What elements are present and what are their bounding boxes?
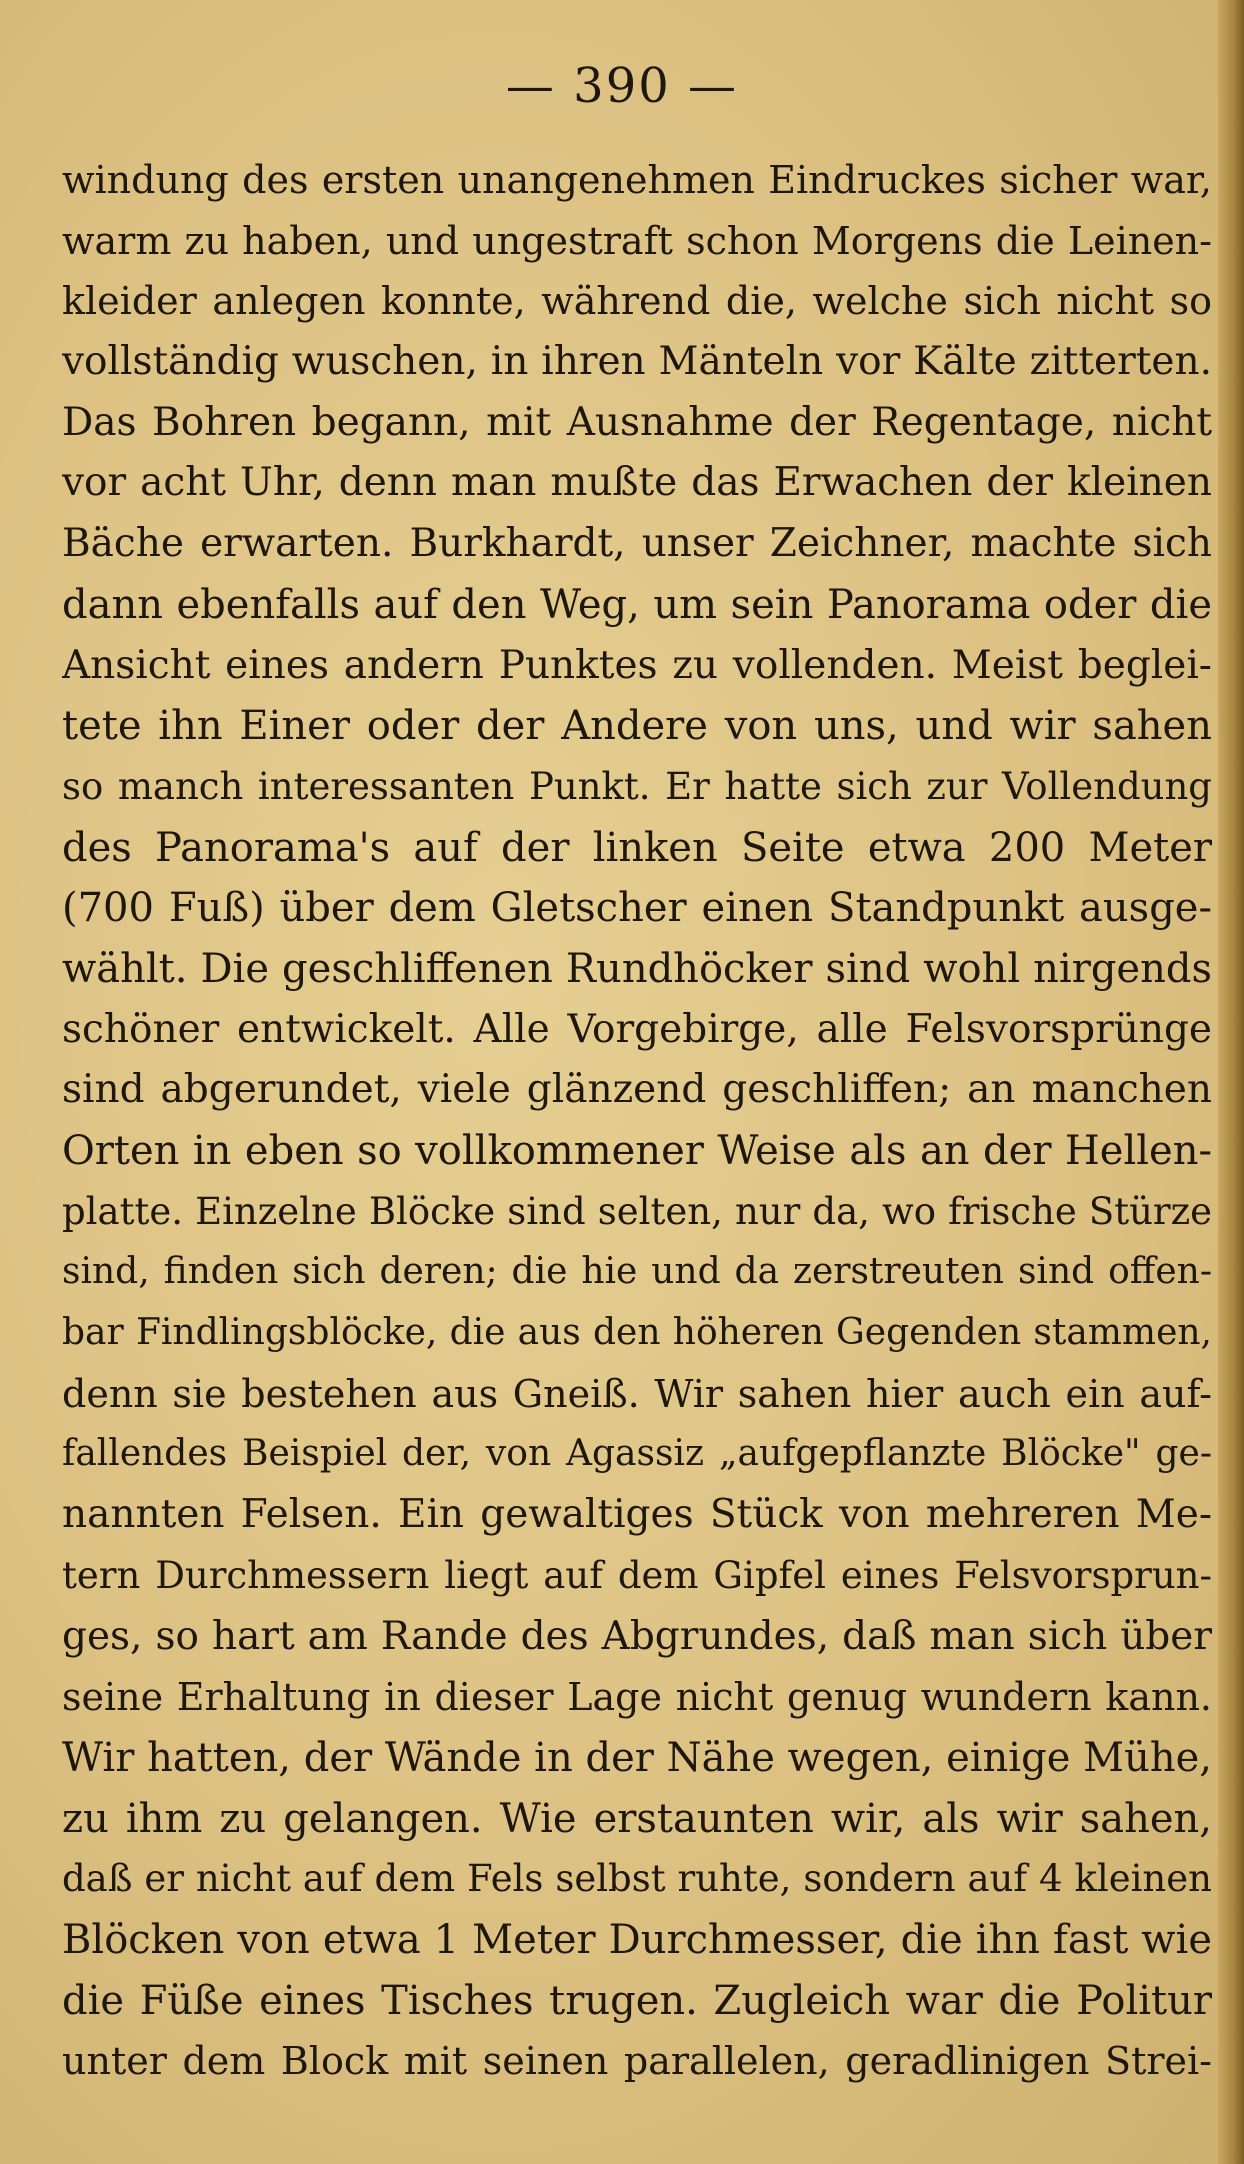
text-line: so manch interessanten Punkt. Er hatte sich zur Vollendung bbox=[62, 764, 1212, 808]
text-line: unter dem Block mit seinen parallelen, geradlinigen Strei- bbox=[62, 2039, 1212, 2084]
text-line: denn sie bestehen aus Gneiß. Wir sahen hier auch ein auf- bbox=[62, 1371, 1212, 1416]
text-line: sind abgerundet, viele glänzend geschliffen; an manchen bbox=[62, 1067, 1212, 1113]
text-line: schöner entwickelt. Alle Vorgebirge, alle Felsvorsprünge bbox=[62, 1006, 1212, 1052]
text-line: Bäche erwarten. Burkhardt, unser Zeichner, machte sich bbox=[62, 521, 1212, 567]
text-line: tete ihn Einer oder der Andere von uns, und wir sahen bbox=[62, 703, 1212, 750]
page-text-body bbox=[62, 150, 1212, 2092]
text-line: daß er nicht auf dem Fels selbst ruhte, sondern auf 4 kleinen bbox=[62, 1857, 1212, 1901]
text-line: platte. Einzelne Blöcke sind selten, nur da, wo frische Stürze bbox=[62, 1189, 1212, 1233]
text-line: nannten Felsen. Ein gewaltiges Stück von mehreren Me- bbox=[62, 1492, 1212, 1538]
text-line: bar Findlingsblöcke, die aus den höheren Gegenden stammen, bbox=[62, 1312, 1212, 1354]
text-line: sind, finden sich deren; die hie und da zerstreuten sind offen- bbox=[62, 1251, 1212, 1293]
text-line: Das Bohren begann, mit Ausnahme der Regentage, nicht bbox=[62, 399, 1212, 445]
text-line: des Panorama's auf der linken Seite etwa 200 Meter bbox=[62, 824, 1212, 871]
text-line: wählt. Die geschliffenen Rundhöcker sind wohl nirgends bbox=[62, 945, 1212, 992]
text-line: seine Erhaltung in dieser Lage nicht genug wundern kann. bbox=[62, 1675, 1212, 1720]
text-line: vollständig wuschen, in ihren Mänteln vor Kälte zitterten. bbox=[62, 339, 1212, 385]
text-line: Ansicht eines andern Punktes zu vollenden. Meist beglei- bbox=[62, 642, 1212, 688]
text-line: fallendes Beispiel der, von Agassiz „aufgepflanzte Blöcke" ge- bbox=[62, 1433, 1212, 1475]
text-line: dann ebenfalls auf den Weg, um sein Panorama oder die bbox=[62, 581, 1212, 628]
text-line: die Füße eines Tisches trugen. Zugleich war die Politur bbox=[62, 1977, 1212, 2024]
text-line: Wir hatten, der Wände in der Nähe wegen, einige Mühe, bbox=[62, 1734, 1212, 1781]
text-line: warm zu haben, und ungestraft schon Morgens die Leinen- bbox=[62, 218, 1212, 263]
page-number: — 390 — bbox=[505, 58, 739, 114]
text-line: tern Durchmessern liegt auf dem Gipfel eines Felsvorsprun- bbox=[62, 1553, 1212, 1597]
text-line: zu ihm zu gelangen. Wie erstaunten wir, als wir sahen, bbox=[62, 1795, 1212, 1842]
text-line: (700 Fuß) über dem Gletscher einen Standpunkt ausge- bbox=[62, 885, 1212, 932]
text-line: ges, so hart am Rande des Abgrundes, daß man sich über bbox=[62, 1613, 1212, 1659]
text-line: kleider anlegen konnte, während die, welche sich nicht so bbox=[62, 279, 1212, 324]
text-line: Orten in eben so vollkommener Weise als an der Hellen- bbox=[62, 1128, 1212, 1174]
text-line: windung des ersten unangenehmen Eindruckes sicher war, bbox=[62, 158, 1212, 202]
text-line: Blöcken von etwa 1 Meter Durchmesser, die ihn fast wie bbox=[62, 1916, 1212, 1963]
text-line: vor acht Uhr, denn man mußte das Erwachen der kleinen bbox=[62, 460, 1212, 506]
page-edge-shadow bbox=[1218, 0, 1244, 2164]
